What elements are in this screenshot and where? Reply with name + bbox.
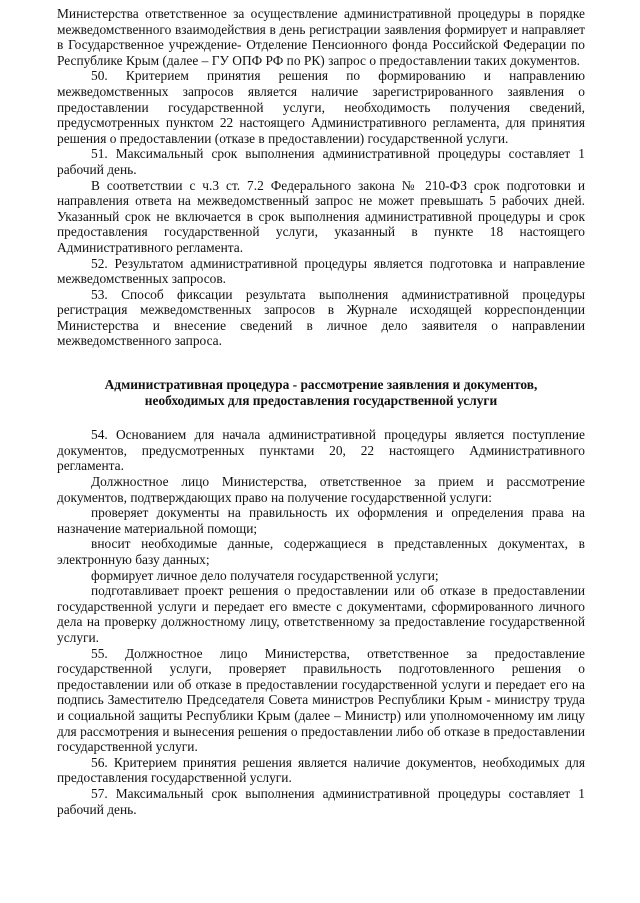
- section-heading-line-2: необходимых для предоставления государственной услуги: [144, 392, 498, 408]
- paragraph-enters: вносит необходимые данные, содержащиеся в представленных документах, в электронную базу данных;: [57, 536, 585, 567]
- paragraph-55: 55. Должностное лицо Министерства, ответственное за предоставление государственной услуги, проверяет правильность подготовленного решения о предоставлении или об отказе в предоставлении государственной услуги и передает его на подпись Заместителю Председателя Совета министров Республики Крым - министру труда и социальной защиты Республики Крым (далее – Министр) или уполномоченному им лицу для рассмотрения и вынесения решения о предоставлении либо об отказе в предоставлении государственной услуги.: [57, 645, 585, 755]
- paragraph-52: 52. Результатом административной процедуры является подготовка и направление межведомственных запросов.: [57, 255, 585, 287]
- paragraph-official: Должностное лицо Министерства, ответственное за прием и рассмотрение документов, подтверждающих право на получение государственной услуги:: [57, 474, 585, 505]
- paragraph-51: 51. Максимальный срок выполнения административной процедуры составляет 1 рабочий день.: [57, 146, 585, 177]
- paragraph-56: 56. Критерием принятия решения является наличие документов, необходимых для предоставления государственной услуги.: [57, 754, 585, 786]
- paragraph-57: 57. Максимальный срок выполнения административной процедуры составляет 1 рабочий день.: [57, 785, 585, 817]
- paragraph-54: 54. Основанием для начала административной процедуры является поступление документов, предусмотренных пунктами 20, 22 настоящего Административного регламента.: [57, 427, 585, 474]
- paragraph-prepares: подготавливает проект решения о предоставлении или об отказе в предоставлении государственной услуги и передает его вместе с документами, сформированного личного дела на проверку должностному лицу, ответственному за предоставление государственной услуги.: [57, 583, 585, 645]
- document-page: [57, 6, 585, 817]
- paragraph-50: 50. Критерием принятия решения по формированию и направлению межведомственных запросов является наличие зарегистрированного заявления о предоставлении государственной услуги, необходимость получения сведений, предусмотренных пунктом 22 настоящего Административного регламента, для принятия решения о предоставлении (отказе в предоставлении) государственной услуги.: [57, 68, 585, 146]
- section-heading: [57, 377, 585, 408]
- paragraph-210fz: В соответствии с ч.3 ст. 7.2 Федерального закона № 210-ФЗ срок подготовки и направления ответа на межведомственный запрос не может превышать 5 рабочих дней. Указанный срок не включается в срок выполнения административной процедуры и срок предоставления государственной услуги, указанный в пункте 18 настоящего Административного регламента.: [57, 177, 585, 255]
- paragraph-continued: Министерства ответственное за осуществление административной процедуры в порядке межведомственного взаимодействия в день регистрации заявления формирует и направляет в Государственное учреждение- Отделение Пенсионного фонда Российской Федерации по Республике Крым (далее – ГУ ОПФ РФ по РК) запрос о предоставлении таких документов.: [57, 6, 585, 68]
- paragraph-checks: проверяет документы на правильность их оформления и определения права на назначение материальной помощи;: [57, 505, 585, 536]
- section-heading-line-1: Административная процедура - рассмотрение заявления и документов,: [104, 377, 538, 393]
- paragraph-forms: формирует личное дело получателя государственной услуги;: [91, 567, 439, 583]
- paragraph-53: 53. Способ фиксации результата выполнения административной процедуры регистрация межведомственных запросов в Журнале исходящей корреспонденции Министерства и внесение сведений в личное дело заявителя о направлении межведомственного запроса.: [57, 286, 585, 349]
